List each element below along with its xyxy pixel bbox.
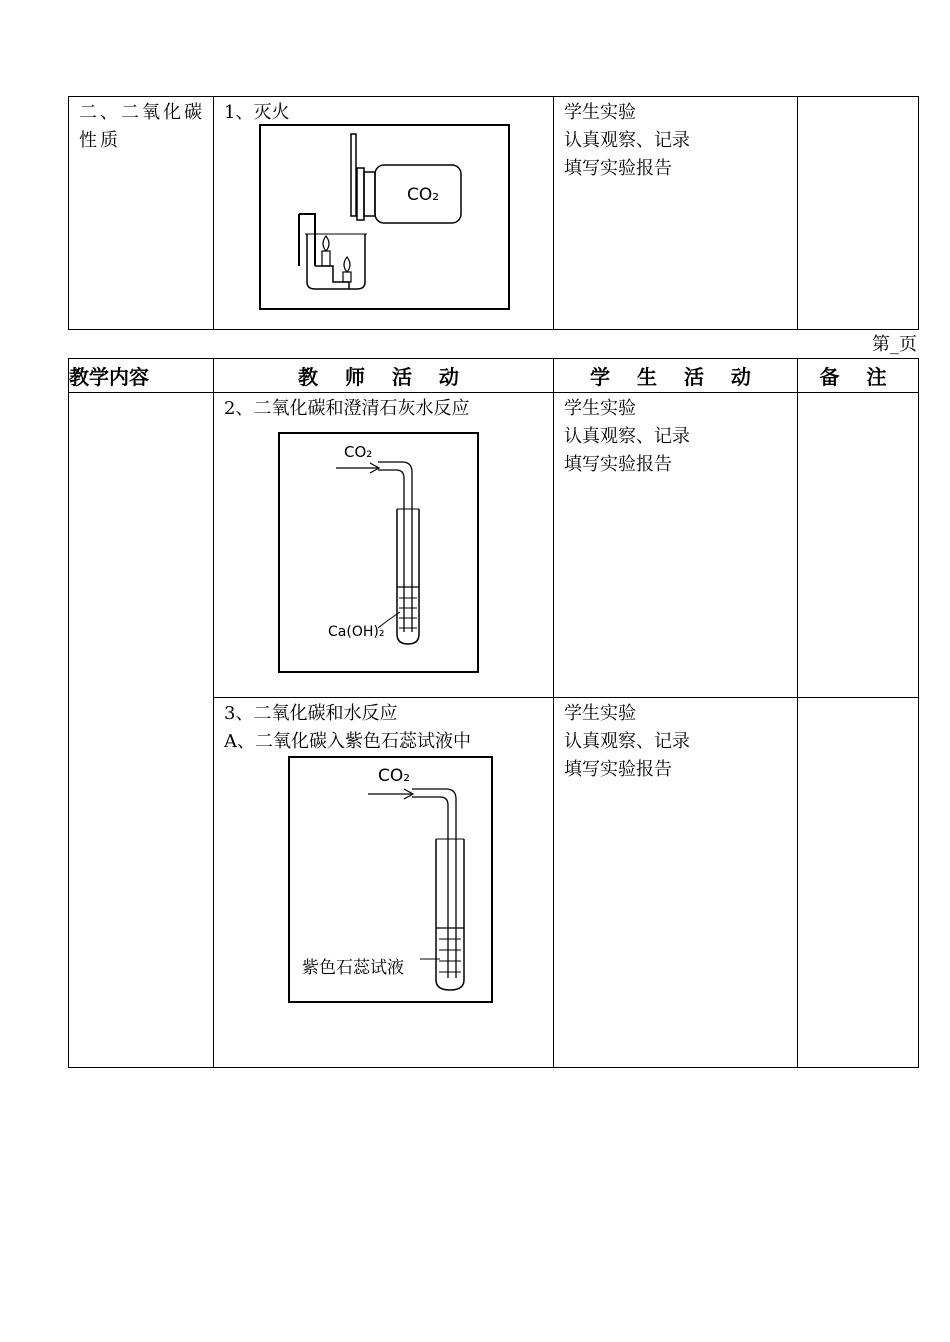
- teacher-title: 1、灭火: [224, 102, 290, 123]
- content-cell: [69, 393, 214, 1068]
- co2-label: CO₂: [407, 185, 440, 205]
- remarks-cell: [798, 393, 919, 698]
- table-header-row: [69, 359, 919, 393]
- teacher-title: 2、二氧化碳和澄清石灰水反应: [224, 398, 470, 419]
- student-line: 学生实验: [564, 398, 636, 419]
- student-line: 学生实验: [564, 102, 636, 123]
- student-line: 认真观察、记录: [564, 731, 690, 752]
- remarks-cell: [798, 698, 919, 1068]
- student-line: 填写实验报告: [564, 759, 672, 780]
- teacher-cell: [214, 97, 554, 330]
- co2-label: CO₂: [344, 443, 373, 461]
- table-main: [68, 358, 919, 1068]
- header-remarks: 备 注: [798, 359, 919, 393]
- header-student-activity: 学 生 活 动: [554, 359, 798, 393]
- student-line: 认真观察、记录: [564, 426, 690, 447]
- teacher-cell: [214, 393, 554, 698]
- teacher-title: 3、二氧化碳和水反应: [224, 703, 398, 724]
- table-top: [68, 96, 919, 330]
- header-teacher-activity: 教 师 活 动: [214, 359, 554, 393]
- student-line: 填写实验报告: [564, 454, 672, 475]
- litmus-solution-label: 紫色石蕊试液: [302, 958, 404, 978]
- teacher-subtitle: A、二氧化碳入紫色石蕊试液中: [224, 731, 471, 752]
- student-line: 认真观察、记录: [564, 130, 690, 151]
- co2-label: CO₂: [378, 766, 411, 786]
- remarks-cell: [798, 97, 919, 330]
- student-cell: [554, 393, 798, 698]
- content-line: 二、二氧化碳: [79, 102, 205, 123]
- header-teaching-content: 教学内容: [69, 359, 214, 393]
- teacher-cell: [214, 698, 554, 1068]
- content-line: 性质: [79, 130, 121, 151]
- litmus-figure: [288, 756, 494, 1004]
- student-line: 填写实验报告: [564, 158, 672, 179]
- calcium-hydroxide-label: Ca(OH)₂: [328, 624, 385, 640]
- student-cell: [554, 97, 798, 330]
- content-cell: [69, 97, 214, 330]
- student-line: 学生实验: [564, 703, 636, 724]
- fire-extinguish-diagram: [259, 124, 511, 312]
- limewater-figure: [278, 432, 480, 674]
- student-cell: [554, 698, 798, 1068]
- table-row: [69, 393, 919, 698]
- fire-extinguish-figure: [259, 124, 511, 312]
- page-number: 第_页: [872, 334, 917, 355]
- table-row: [69, 97, 919, 330]
